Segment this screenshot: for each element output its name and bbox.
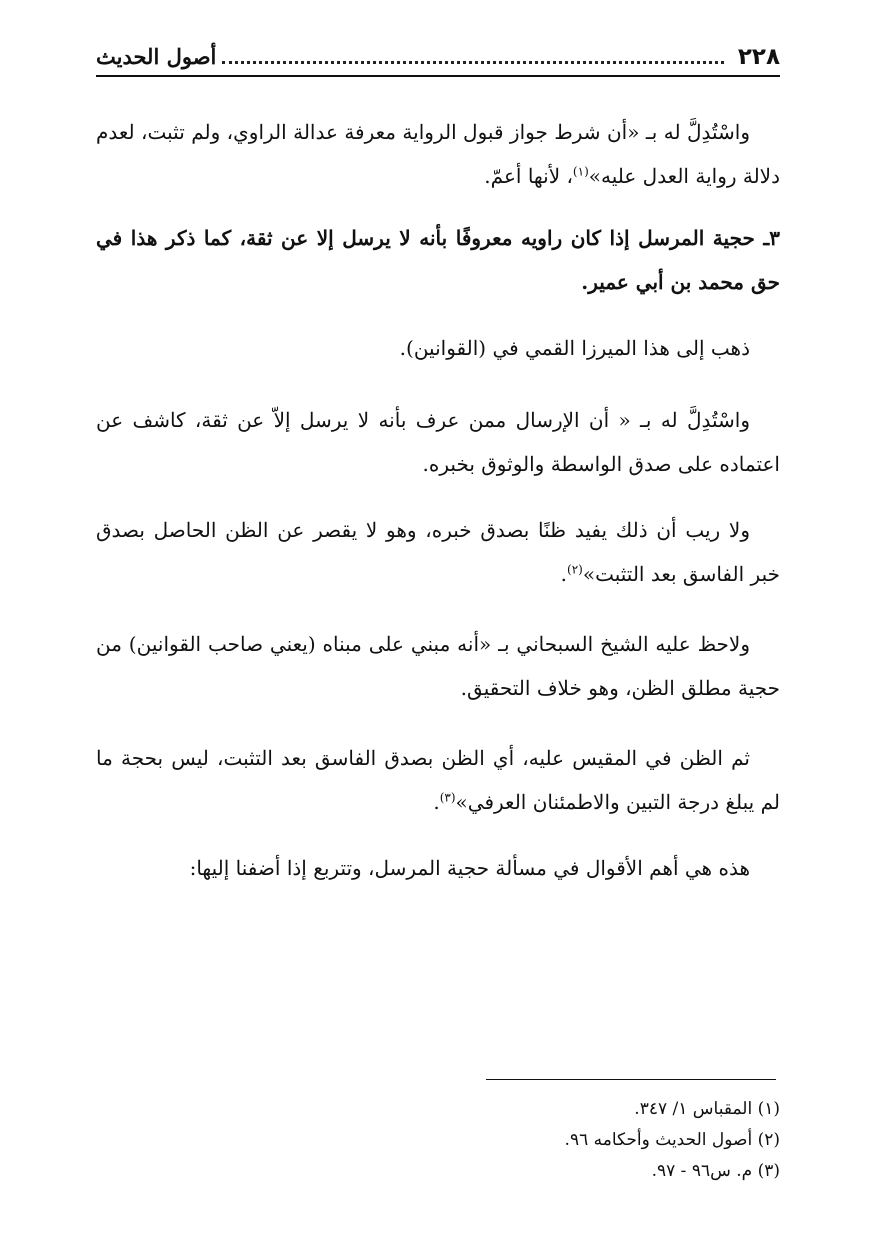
footnote-1: (١) المقباس ١/ ٣٤٧. bbox=[634, 1099, 780, 1119]
paragraph-1-text: واسْتُدِلَّ له بـ «أن شرط جواز قبول الرواية معرفة عدالة الراوي، ولم تثبت، لعدم دلالة رواية العدل عليه» bbox=[96, 120, 780, 188]
footnotes bbox=[96, 1094, 780, 1187]
paragraph-2-heading bbox=[96, 216, 780, 304]
footnote-ref-1: (١) bbox=[572, 164, 589, 179]
paragraph-5 bbox=[96, 508, 780, 596]
paragraph-5-text: ولا ريب أن ذلك يفيد ظنًا بصدق خبره، وهو لا يقصر عن الظن الحاصل بصدق خبر الفاسق بعد التثبت» bbox=[96, 518, 780, 586]
paragraph-7-tail: . bbox=[433, 790, 440, 814]
paragraph-4 bbox=[96, 398, 780, 486]
running-header bbox=[96, 32, 780, 72]
paragraph-1-tail: ، لأنها أعمّ. bbox=[484, 164, 573, 188]
paragraph-8 bbox=[96, 846, 780, 890]
paragraph-6-text: ولاحظ عليه الشيخ السبحاني بـ «أنه مبني على مبناه (يعني صاحب القوانين) من حجية مطلق الظن، وهو خلاف التحقيق. bbox=[96, 632, 780, 700]
page-number: ٢٢٨ bbox=[737, 44, 780, 70]
header-title: أصول الحديث bbox=[96, 44, 217, 69]
footnote-ref-3: (٣) bbox=[439, 790, 456, 805]
header-dot-leader bbox=[222, 37, 724, 64]
paragraph-7 bbox=[96, 736, 780, 824]
paragraph-6 bbox=[96, 622, 780, 710]
paragraph-8-text: هذه هي أهم الأقوال في مسألة حجية المرسل، وتتربع إذا أضفنا إليها: bbox=[189, 856, 750, 880]
paragraph-3-text: ذهب إلى هذا الميرزا القمي في (القوانين). bbox=[399, 336, 750, 360]
paragraph-4-text: واسْتُدِلَّ له بـ « أن الإرسال ممن عرف بأنه لا يرسل إلاّ عن ثقة، كاشف عن اعتماده على صدق الواسطة والوثوق بخبره. bbox=[96, 408, 780, 476]
footnote-2: (٢) أصول الحديث وأحكامه ٩٦. bbox=[564, 1130, 780, 1150]
paragraph-1 bbox=[96, 110, 780, 198]
paragraph-7-text: ثم الظن في المقيس عليه، أي الظن بصدق الفاسق بعد التثبت، ليس بحجة ما لم يبلغ درجة التبين والاطمئنان العرفي» bbox=[96, 746, 780, 814]
header-rule bbox=[96, 75, 780, 77]
paragraph-2-text: ٣ـ حجية المرسل إذا كان راويه معروفًا بأنه لا يرسل إلا عن ثقة، كما ذكر هذا في حق محمد بن أبي عمير. bbox=[96, 226, 780, 294]
footnote-ref-2: (٢) bbox=[567, 562, 583, 577]
footnote-3: (٣) م. س٩٦ - ٩٧. bbox=[651, 1161, 780, 1181]
paragraph-3 bbox=[96, 326, 780, 370]
footnote-separator bbox=[486, 1079, 776, 1080]
paragraph-5-tail: . bbox=[560, 562, 568, 586]
